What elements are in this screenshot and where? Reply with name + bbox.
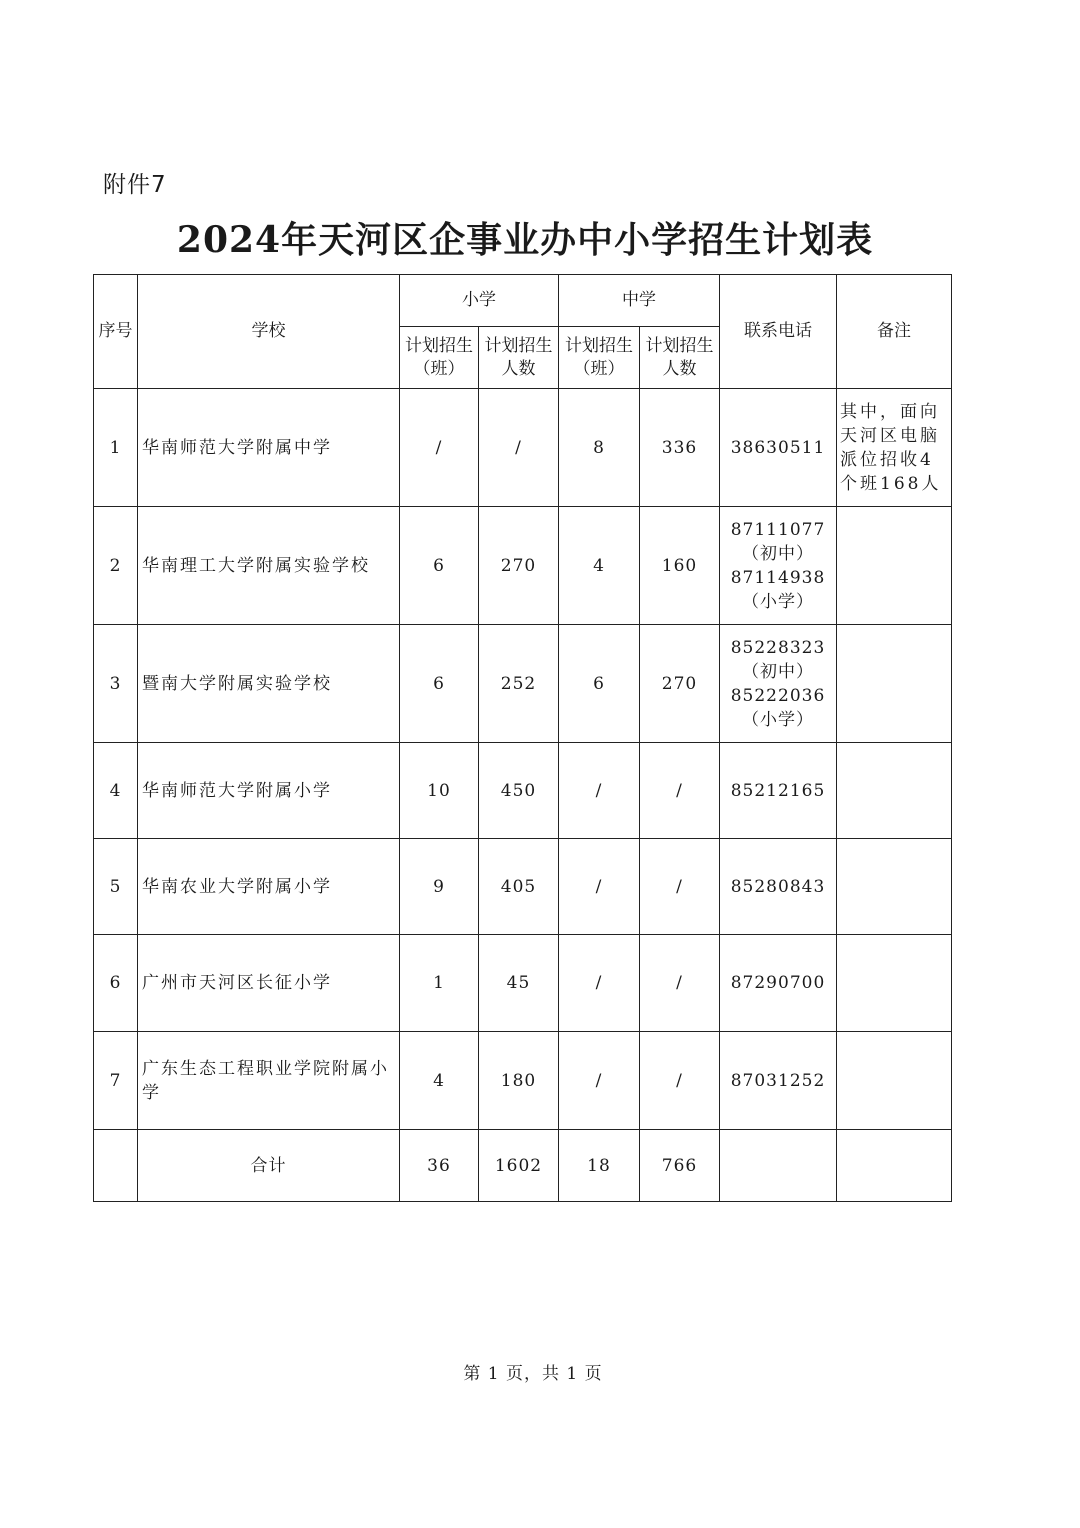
middle-students-cell: 270 [640, 625, 720, 743]
middle-classes-cell: / [559, 935, 640, 1032]
primary-students-cell: 180 [479, 1032, 559, 1130]
header-middle-plan-classes: 计划招生 （班） [559, 327, 640, 389]
seq-cell: 5 [94, 839, 138, 935]
school-cell: 华南农业大学附属小学 [138, 839, 400, 935]
total-remark-cell [837, 1130, 952, 1202]
remark-cell: 其中，面向 天河区电脑 派位招收4 个班168人 [837, 389, 952, 507]
header-primary: 小学 [400, 275, 559, 327]
school-cell: 华南师范大学附属中学 [138, 389, 400, 507]
school-cell: 华南师范大学附属小学 [138, 743, 400, 839]
middle-students-cell: 336 [640, 389, 720, 507]
table-row [94, 389, 952, 507]
header-phone: 联系电话 [720, 275, 837, 389]
header-seq: 序号 [94, 275, 138, 389]
seq-cell: 2 [94, 507, 138, 625]
middle-students-cell: / [640, 1032, 720, 1130]
middle-classes-cell: / [559, 1032, 640, 1130]
phone-cell: 85280843 [720, 839, 837, 935]
header-primary-plan-students: 计划招生 人数 [479, 327, 559, 389]
primary-students-cell: / [479, 389, 559, 507]
total-middle-classes: 18 [559, 1130, 640, 1202]
remark-cell [837, 743, 952, 839]
school-cell: 广东生态工程职业学院附属小学 [138, 1032, 400, 1130]
middle-classes-cell: 8 [559, 389, 640, 507]
middle-students-cell: 160 [640, 507, 720, 625]
middle-students-cell: / [640, 743, 720, 839]
page-title: 2024年天河区企事业办中小学招生计划表 [176, 219, 874, 261]
table-row [94, 507, 952, 625]
phone-cell: 87290700 [720, 935, 837, 1032]
remark-cell [837, 625, 952, 743]
primary-classes-cell: / [400, 389, 479, 507]
header-remark: 备注 [837, 275, 952, 389]
header-middle: 中学 [559, 275, 720, 327]
seq-cell: 6 [94, 935, 138, 1032]
middle-classes-cell: 4 [559, 507, 640, 625]
seq-cell: 1 [94, 389, 138, 507]
table-row [94, 1032, 952, 1130]
school-cell: 广州市天河区长征小学 [138, 935, 400, 1032]
phone-cell: 38630511 [720, 389, 837, 507]
phone-cell: 85212165 [720, 743, 837, 839]
table-row [94, 625, 952, 743]
header-middle-plan-students: 计划招生 人数 [640, 327, 720, 389]
header-primary-plan-classes: 计划招生 （班） [400, 327, 479, 389]
primary-classes-cell: 4 [400, 1032, 479, 1130]
remark-cell [837, 839, 952, 935]
school-cell: 华南理工大学附属实验学校 [138, 507, 400, 625]
seq-cell: 3 [94, 625, 138, 743]
attachment-label: 附件7 [103, 172, 167, 198]
primary-students-cell: 450 [479, 743, 559, 839]
school-cell: 暨南大学附属实验学校 [138, 625, 400, 743]
seq-cell: 7 [94, 1032, 138, 1130]
primary-classes-cell: 6 [400, 625, 479, 743]
remark-cell [837, 935, 952, 1032]
total-primary-students: 1602 [479, 1130, 559, 1202]
seq-cell: 4 [94, 743, 138, 839]
total-middle-students: 766 [640, 1130, 720, 1202]
middle-students-cell: / [640, 935, 720, 1032]
middle-classes-cell: / [559, 743, 640, 839]
total-row [94, 1130, 952, 1202]
middle-classes-cell: 6 [559, 625, 640, 743]
header-school: 学校 [138, 275, 400, 389]
phone-cell: 85228323 （初中） 85222036 （小学） [720, 625, 837, 743]
primary-classes-cell: 6 [400, 507, 479, 625]
primary-students-cell: 252 [479, 625, 559, 743]
phone-cell: 87031252 [720, 1032, 837, 1130]
middle-students-cell: / [640, 839, 720, 935]
remark-cell [837, 1032, 952, 1130]
phone-cell: 87111077 （初中） 87114938 （小学） [720, 507, 837, 625]
table-row [94, 743, 952, 839]
middle-classes-cell: / [559, 839, 640, 935]
page-number: 第 1 页，共 1 页 [463, 1364, 603, 1384]
total-seq-cell [94, 1130, 138, 1202]
primary-classes-cell: 1 [400, 935, 479, 1032]
total-phone-cell [720, 1130, 837, 1202]
total-label: 合计 [138, 1130, 400, 1202]
table-row [94, 935, 952, 1032]
total-primary-classes: 36 [400, 1130, 479, 1202]
primary-classes-cell: 10 [400, 743, 479, 839]
primary-students-cell: 45 [479, 935, 559, 1032]
primary-students-cell: 405 [479, 839, 559, 935]
primary-students-cell: 270 [479, 507, 559, 625]
remark-cell [837, 507, 952, 625]
enrollment-plan-table [93, 274, 952, 1202]
table-row [94, 839, 952, 935]
primary-classes-cell: 9 [400, 839, 479, 935]
